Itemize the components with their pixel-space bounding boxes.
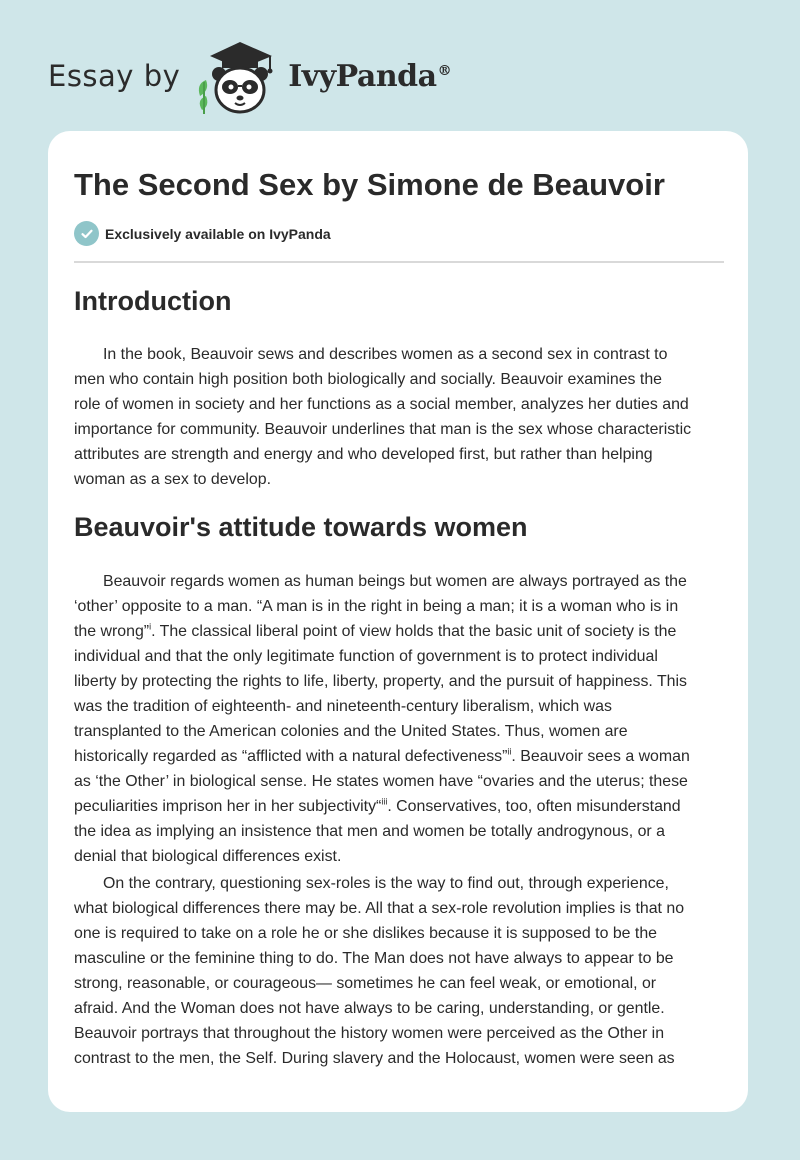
paragraph-attitude-2: On the contrary, questioning sex-roles is the way to find out, through experience, what biological differences there may be. All that a sex-role revolution implies is that no one is required to take on a role he or she dislikes because it is supposed to be the masculine or the feminine thing to do. The Man does not have always to appear to be strong, reasonable, or courageous— sometimes he can feel weak, or emotional, or afraid. And the Woman does not have always to be caring, understanding, or gentle. Beauvoir portrays that throughout the history women were perceived as the Other in contrast to the men, the Self. During slavery and the Holocaust, women were seen as [74, 875, 685, 1067]
paragraph-introduction: In the book, Beauvoir sews and describes women as a second sex in contrast to men who contain high position both biologically and socially. Beauvoir examines the role of women in society and her functions as a social member, analyzes her duties and importance for community. Beauvoir underlines that man is the sex whose characteristic attributes are strength and energy and who developed first, but rather than helping woman as a sex to develop. [74, 346, 692, 488]
brand-prefix: Essay by [48, 59, 181, 93]
section-heading-attitude: Beauvoir's attitude towards women [74, 512, 528, 542]
footnote-ref[interactable]: iii [381, 796, 388, 807]
brand-name: IvyPanda® [288, 58, 452, 94]
site-logo[interactable] [48, 36, 451, 116]
check-circle-icon [74, 221, 99, 246]
section-heading-introduction: Introduction [74, 286, 232, 316]
panda-graduate-icon [192, 36, 284, 116]
divider [74, 261, 724, 263]
footnote-ref[interactable]: i [149, 621, 152, 632]
footnote-ref[interactable]: ii [507, 746, 512, 757]
exclusive-badge [74, 221, 331, 246]
paragraph-attitude-1: Beauvoir regards women as human beings but women are always portrayed as the ‘other’ opposite to a man. “A man is in the right in being a man; it is a woman who is in the wrong”$^i$. The classical liberal point of view holds that the basic unit of society is the individual and that the only legitimate function of government is to protect individual liberty by protecting the rights to life, liberty, property, and the pursuit of happiness. This was the tradition of eighteenth- and nineteenth-century liberalism, which was transplanted to the American colonies and the United States. Thus, women are historically regarded as “afflicted with a natural defectiveness”$^{ii}$. Beauvoir sees a woman as ‘the Other’ in biological sense. He states women have “ovaries and the uterus; these peculiarities imprison her in her subjectivity“$^{iii}$. Conservatives, too, often misunderstand the idea as implying an insistence that men and women be totally androgynous, or a denial that biological differences exist. [74, 573, 690, 865]
badge-text: Exclusively available on IvyPanda [105, 225, 331, 242]
essay-card [48, 131, 748, 1112]
essay-title: The Second Sex by Simone de Beauvoir [74, 167, 665, 202]
